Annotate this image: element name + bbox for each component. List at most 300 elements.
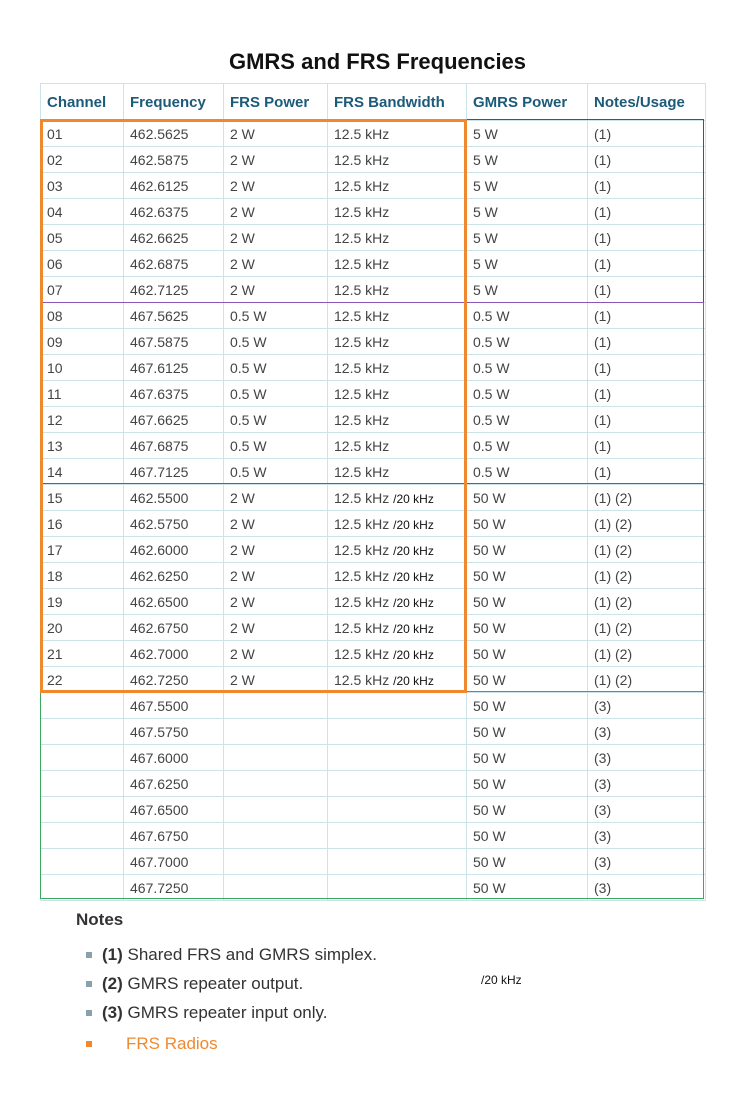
frs-power-cell <box>224 771 328 797</box>
frs-bandwidth-cell <box>328 277 467 303</box>
column-header-frs-power: FRS Power <box>224 84 328 121</box>
frequency-cell <box>124 433 224 459</box>
frs-bandwidth-cell <box>328 407 467 433</box>
gmrs-power-cell <box>467 147 588 173</box>
stray-bandwidth-label: /20 kHz <box>481 973 522 987</box>
frequency-cell <box>124 823 224 849</box>
notes-cell <box>588 381 706 407</box>
gmrs-power-cell <box>467 329 588 355</box>
channel-cell-text: 01 <box>47 125 63 142</box>
bandwidth-extra-label: /20 kHz <box>393 621 434 636</box>
table-row <box>41 381 706 407</box>
notes-cell <box>588 797 706 823</box>
channel-cell-text: 17 <box>47 541 63 558</box>
channel-cell-text: 02 <box>47 151 63 168</box>
frs-bandwidth-cell-text: 12.5 kHz <box>334 541 390 558</box>
frequency-cell-text: 467.6375 <box>130 385 189 402</box>
gmrs-power-cell-text: 50 W <box>473 853 506 870</box>
notes-cell <box>588 433 706 459</box>
frs-power-cell-text: 0.5 W <box>230 359 267 376</box>
channel-cell <box>41 303 124 329</box>
frequency-cell-text: 462.6625 <box>130 229 189 246</box>
channel-cell-text: 13 <box>47 437 63 454</box>
frequency-cell <box>124 537 224 563</box>
frs-power-cell <box>224 537 328 563</box>
frequency-cell <box>124 589 224 615</box>
notes-cell-text: (1) <box>594 125 612 142</box>
column-header-notes-usage: Notes/Usage <box>588 84 706 121</box>
table-row <box>41 745 706 771</box>
gmrs-power-cell <box>467 823 588 849</box>
gmrs-power-cell <box>467 355 588 381</box>
gmrs-power-cell <box>467 277 588 303</box>
frequency-cell <box>124 329 224 355</box>
frs-power-cell-text: 2 W <box>230 671 255 688</box>
notes-cell-text: (3) <box>594 775 612 792</box>
bullet-icon <box>86 952 92 958</box>
notes-cell <box>588 277 706 303</box>
frs-power-cell <box>224 459 328 485</box>
channel-cell-text: 11 <box>47 385 62 402</box>
frs-bandwidth-cell <box>328 589 467 615</box>
frs-power-cell-text: 2 W <box>230 515 255 532</box>
frequency-cell-text: 462.5625 <box>130 125 189 142</box>
note-text: GMRS repeater input only. <box>122 1003 328 1022</box>
gmrs-power-cell <box>467 849 588 875</box>
frs-bandwidth-cell <box>328 537 467 563</box>
notes-cell-text: (3) <box>594 749 612 766</box>
frequency-cell <box>124 641 224 667</box>
notes-cell-text: (1) <box>594 437 612 454</box>
frequency-cell <box>124 485 224 511</box>
frs-power-cell <box>224 433 328 459</box>
notes-cell-text: (3) <box>594 697 612 714</box>
frequency-cell <box>124 225 224 251</box>
frs-power-cell-text: 2 W <box>230 489 255 506</box>
table-row <box>41 667 706 693</box>
gmrs-power-cell <box>467 693 588 719</box>
frequency-cell <box>124 173 224 199</box>
frequency-cell-text: 462.5875 <box>130 151 189 168</box>
table-row <box>41 433 706 459</box>
notes-cell <box>588 563 706 589</box>
frs-power-cell-text: 0.5 W <box>230 385 267 402</box>
channel-cell <box>41 381 124 407</box>
notes-cell-text: (1) <box>594 333 612 350</box>
channel-cell-text: 12 <box>47 411 63 428</box>
channel-cell <box>41 121 124 147</box>
table-row <box>41 459 706 485</box>
gmrs-power-cell-text: 50 W <box>473 749 506 766</box>
notes-cell <box>588 849 706 875</box>
notes-list <box>86 942 377 1060</box>
gmrs-power-cell <box>467 563 588 589</box>
gmrs-power-cell-text: 5 W <box>473 255 498 272</box>
frs-bandwidth-cell-text: 12.5 kHz <box>334 125 390 142</box>
channel-cell <box>41 173 124 199</box>
notes-cell-text: (1) <box>594 151 612 168</box>
frs-power-cell <box>224 355 328 381</box>
channel-cell-text: 04 <box>47 203 63 220</box>
frs-power-cell <box>224 667 328 693</box>
frs-bandwidth-cell <box>328 641 467 667</box>
note-item <box>86 971 377 1000</box>
channel-cell <box>41 771 124 797</box>
gmrs-power-cell <box>467 199 588 225</box>
frequency-cell-text: 462.6500 <box>130 593 189 610</box>
bandwidth-extra-label: /20 kHz <box>393 543 434 558</box>
notes-cell-text: (1) (2) <box>594 489 633 506</box>
frs-legend-item <box>86 1031 377 1060</box>
frequency-table <box>40 83 706 901</box>
frequency-cell-text: 462.7125 <box>130 281 189 298</box>
channel-cell-text: 08 <box>47 307 63 324</box>
frs-power-cell-text: 2 W <box>230 255 255 272</box>
frequency-cell <box>124 121 224 147</box>
notes-cell <box>588 745 706 771</box>
frequency-cell <box>124 511 224 537</box>
notes-cell <box>588 589 706 615</box>
channel-cell <box>41 459 124 485</box>
gmrs-power-cell <box>467 251 588 277</box>
frequency-cell <box>124 667 224 693</box>
frs-bandwidth-cell <box>328 797 467 823</box>
frs-power-cell <box>224 641 328 667</box>
bandwidth-extra-label: /20 kHz <box>393 491 434 506</box>
frs-bandwidth-cell-text: 12.5 kHz <box>334 437 390 454</box>
frs-power-cell <box>224 381 328 407</box>
notes-cell <box>588 511 706 537</box>
frs-bandwidth-cell <box>328 615 467 641</box>
frs-bandwidth-cell-text: 12.5 kHz <box>334 255 390 272</box>
gmrs-power-cell-text: 50 W <box>473 723 506 740</box>
frs-bandwidth-cell <box>328 719 467 745</box>
frequency-cell <box>124 875 224 901</box>
frequency-cell-text: 467.7000 <box>130 853 189 870</box>
frs-power-cell <box>224 121 328 147</box>
notes-cell-text: (1) <box>594 307 612 324</box>
frs-bandwidth-cell-text: 12.5 kHz <box>334 593 390 610</box>
notes-cell-text: (1) <box>594 177 612 194</box>
notes-cell-text: (1) (2) <box>594 541 633 558</box>
frequency-cell-text: 467.6750 <box>130 827 189 844</box>
gmrs-power-cell <box>467 225 588 251</box>
frs-bandwidth-cell <box>328 771 467 797</box>
table-row <box>41 147 706 173</box>
column-header-frequency: Frequency <box>124 84 224 121</box>
gmrs-power-cell <box>467 511 588 537</box>
channel-cell-text: 05 <box>47 229 63 246</box>
gmrs-power-cell <box>467 875 588 901</box>
frs-bandwidth-cell <box>328 823 467 849</box>
frs-power-cell <box>224 719 328 745</box>
channel-cell <box>41 745 124 771</box>
notes-cell <box>588 641 706 667</box>
table-row <box>41 823 706 849</box>
channel-cell <box>41 563 124 589</box>
frequency-cell-text: 462.6125 <box>130 177 189 194</box>
frs-bandwidth-cell <box>328 693 467 719</box>
channel-cell <box>41 147 124 173</box>
frs-bandwidth-cell-text: 12.5 kHz <box>334 307 390 324</box>
notes-cell <box>588 251 706 277</box>
table-row <box>41 875 706 901</box>
frs-bandwidth-cell <box>328 199 467 225</box>
gmrs-power-cell-text: 50 W <box>473 879 506 896</box>
frs-power-cell-text: 2 W <box>230 203 255 220</box>
gmrs-power-cell-text: 50 W <box>473 697 506 714</box>
frs-power-cell <box>224 277 328 303</box>
channel-cell <box>41 199 124 225</box>
notes-cell <box>588 303 706 329</box>
channel-cell <box>41 615 124 641</box>
notes-cell-text: (1) (2) <box>594 645 633 662</box>
channel-cell <box>41 251 124 277</box>
frs-power-cell <box>224 173 328 199</box>
notes-cell <box>588 485 706 511</box>
channel-cell-text: 19 <box>47 593 63 610</box>
table-row <box>41 329 706 355</box>
notes-cell-text: (1) <box>594 411 612 428</box>
gmrs-power-cell-text: 0.5 W <box>473 333 510 350</box>
frequency-cell-text: 462.6750 <box>130 619 189 636</box>
gmrs-power-cell <box>467 459 588 485</box>
channel-cell <box>41 797 124 823</box>
frs-power-cell-text: 0.5 W <box>230 411 267 428</box>
note-key: (3) <box>102 1003 123 1022</box>
frs-bandwidth-cell <box>328 485 467 511</box>
table-row <box>41 225 706 251</box>
notes-cell-text: (1) (2) <box>594 671 633 688</box>
bullet-icon <box>86 981 92 987</box>
frequency-cell-text: 462.6250 <box>130 567 189 584</box>
note-text: Shared FRS and GMRS simplex. <box>122 945 377 964</box>
gmrs-power-cell <box>467 407 588 433</box>
gmrs-power-cell <box>467 589 588 615</box>
table-row <box>41 407 706 433</box>
frequency-cell <box>124 277 224 303</box>
channel-cell <box>41 875 124 901</box>
gmrs-power-cell <box>467 381 588 407</box>
frs-power-cell-text: 2 W <box>230 281 255 298</box>
frs-power-cell-text: 2 W <box>230 177 255 194</box>
column-header-gmrs-power: GMRS Power <box>467 84 588 121</box>
frequency-cell <box>124 797 224 823</box>
notes-cell <box>588 667 706 693</box>
frs-bandwidth-cell <box>328 329 467 355</box>
channel-cell <box>41 823 124 849</box>
notes-cell-text: (1) <box>594 281 612 298</box>
gmrs-power-cell <box>467 121 588 147</box>
notes-cell <box>588 355 706 381</box>
frs-power-cell <box>224 485 328 511</box>
frequency-cell <box>124 563 224 589</box>
frs-power-cell <box>224 329 328 355</box>
gmrs-power-cell <box>467 485 588 511</box>
notes-cell-text: (1) (2) <box>594 593 633 610</box>
frs-power-cell <box>224 615 328 641</box>
gmrs-power-cell-text: 50 W <box>473 645 506 662</box>
frequency-cell-text: 462.7250 <box>130 671 189 688</box>
table-row <box>41 485 706 511</box>
table-header-row <box>41 84 706 121</box>
channel-cell <box>41 719 124 745</box>
channel-cell-text: 15 <box>47 489 63 506</box>
notes-cell-text: (3) <box>594 801 612 818</box>
frequency-cell <box>124 693 224 719</box>
channel-cell <box>41 225 124 251</box>
gmrs-power-cell-text: 0.5 W <box>473 463 510 480</box>
notes-cell <box>588 121 706 147</box>
notes-cell <box>588 693 706 719</box>
square-bullet-icon <box>86 1041 92 1047</box>
frs-bandwidth-cell <box>328 251 467 277</box>
channel-cell <box>41 433 124 459</box>
frequency-cell-text: 467.6500 <box>130 801 189 818</box>
frequency-cell <box>124 745 224 771</box>
gmrs-power-cell <box>467 641 588 667</box>
notes-cell-text: (1) <box>594 385 612 402</box>
frequency-cell <box>124 147 224 173</box>
gmrs-power-cell <box>467 173 588 199</box>
channel-cell-text: 14 <box>47 463 63 480</box>
frs-power-cell <box>224 225 328 251</box>
frequency-cell <box>124 407 224 433</box>
frs-power-cell <box>224 849 328 875</box>
gmrs-power-cell-text: 50 W <box>473 619 506 636</box>
frs-power-cell <box>224 251 328 277</box>
gmrs-power-cell-text: 5 W <box>473 203 498 220</box>
table-row <box>41 615 706 641</box>
table-row <box>41 277 706 303</box>
column-header-frs-bandwidth: FRS Bandwidth <box>328 84 467 121</box>
frs-power-cell-text: 2 W <box>230 593 255 610</box>
frequency-cell-text: 462.5500 <box>130 489 189 506</box>
frequency-cell-text: 467.6125 <box>130 359 189 376</box>
column-header-channel: Channel <box>41 84 124 121</box>
frequency-cell <box>124 771 224 797</box>
table-row <box>41 173 706 199</box>
frs-bandwidth-cell <box>328 459 467 485</box>
frequency-cell-text: 467.6875 <box>130 437 189 454</box>
gmrs-power-cell-text: 50 W <box>473 567 506 584</box>
gmrs-power-cell <box>467 797 588 823</box>
frs-power-cell <box>224 875 328 901</box>
gmrs-power-cell-text: 50 W <box>473 489 506 506</box>
table-row <box>41 797 706 823</box>
channel-cell-text: 18 <box>47 567 63 584</box>
table-row <box>41 511 706 537</box>
gmrs-power-cell-text: 0.5 W <box>473 437 510 454</box>
frs-legend-label: FRS Radios <box>126 1034 218 1053</box>
frs-bandwidth-cell <box>328 511 467 537</box>
frs-bandwidth-cell <box>328 875 467 901</box>
notes-cell-text: (3) <box>594 827 612 844</box>
frequency-cell-text: 467.6000 <box>130 749 189 766</box>
frequency-cell <box>124 719 224 745</box>
table-row <box>41 693 706 719</box>
frs-power-cell-text: 2 W <box>230 229 255 246</box>
table-row <box>41 589 706 615</box>
note-item <box>86 942 377 971</box>
channel-cell-text: 22 <box>47 671 63 688</box>
frs-bandwidth-cell-text: 12.5 kHz <box>334 385 390 402</box>
frequency-cell-text: 462.6000 <box>130 541 189 558</box>
bandwidth-extra-label: /20 kHz <box>393 569 434 584</box>
channel-cell <box>41 589 124 615</box>
page-title: GMRS and FRS Frequencies <box>228 49 527 74</box>
notes-cell <box>588 225 706 251</box>
gmrs-power-cell-text: 5 W <box>473 177 498 194</box>
gmrs-power-cell <box>467 615 588 641</box>
frs-bandwidth-cell-text: 12.5 kHz <box>334 229 390 246</box>
frequency-cell <box>124 303 224 329</box>
channel-cell <box>41 693 124 719</box>
frs-bandwidth-cell-text: 12.5 kHz <box>334 463 390 480</box>
frequency-cell-text: 467.5625 <box>130 307 189 324</box>
gmrs-power-cell <box>467 537 588 563</box>
gmrs-power-cell <box>467 667 588 693</box>
frs-bandwidth-cell <box>328 225 467 251</box>
bandwidth-extra-label: /20 kHz <box>393 595 434 610</box>
bandwidth-extra-label: /20 kHz <box>393 673 434 688</box>
notes-cell <box>588 771 706 797</box>
frs-bandwidth-cell-text: 12.5 kHz <box>334 359 390 376</box>
gmrs-power-cell-text: 50 W <box>473 827 506 844</box>
channel-cell-text: 16 <box>47 515 63 532</box>
frs-bandwidth-cell-text: 12.5 kHz <box>334 333 390 350</box>
channel-cell-text: 03 <box>47 177 63 194</box>
frs-bandwidth-cell-text: 12.5 kHz <box>334 177 390 194</box>
gmrs-power-cell-text: 50 W <box>473 801 506 818</box>
frequency-cell-text: 462.7000 <box>130 645 189 662</box>
table-row <box>41 849 706 875</box>
frs-power-cell-text: 0.5 W <box>230 333 267 350</box>
table-row <box>41 641 706 667</box>
gmrs-power-cell-text: 0.5 W <box>473 307 510 324</box>
channel-cell <box>41 355 124 381</box>
frs-bandwidth-cell <box>328 147 467 173</box>
notes-cell-text: (1) (2) <box>594 567 633 584</box>
gmrs-power-cell-text: 50 W <box>473 541 506 558</box>
gmrs-power-cell-text: 5 W <box>473 229 498 246</box>
frs-power-cell <box>224 797 328 823</box>
frequency-cell <box>124 355 224 381</box>
frs-bandwidth-cell-text: 12.5 kHz <box>334 203 390 220</box>
notes-cell-text: (3) <box>594 853 612 870</box>
frs-power-cell <box>224 823 328 849</box>
gmrs-power-cell-text: 0.5 W <box>473 411 510 428</box>
frs-power-cell-text: 0.5 W <box>230 307 267 324</box>
bandwidth-extra-label: /20 kHz <box>393 517 434 532</box>
frequency-cell <box>124 251 224 277</box>
notes-cell <box>588 173 706 199</box>
gmrs-power-cell-text: 5 W <box>473 151 498 168</box>
frs-power-cell <box>224 511 328 537</box>
notes-cell <box>588 199 706 225</box>
gmrs-power-cell <box>467 433 588 459</box>
gmrs-power-cell-text: 0.5 W <box>473 359 510 376</box>
notes-cell-text: (1) (2) <box>594 619 633 636</box>
frs-power-cell-text: 2 W <box>230 125 255 142</box>
frequency-cell-text: 467.7250 <box>130 879 189 896</box>
frs-power-cell <box>224 303 328 329</box>
frs-bandwidth-cell-text: 12.5 kHz <box>334 619 390 636</box>
notes-cell-text: (3) <box>594 879 612 896</box>
notes-cell-text: (1) <box>594 203 612 220</box>
bullet-icon <box>86 1010 92 1016</box>
frequency-cell-text: 467.5750 <box>130 723 189 740</box>
